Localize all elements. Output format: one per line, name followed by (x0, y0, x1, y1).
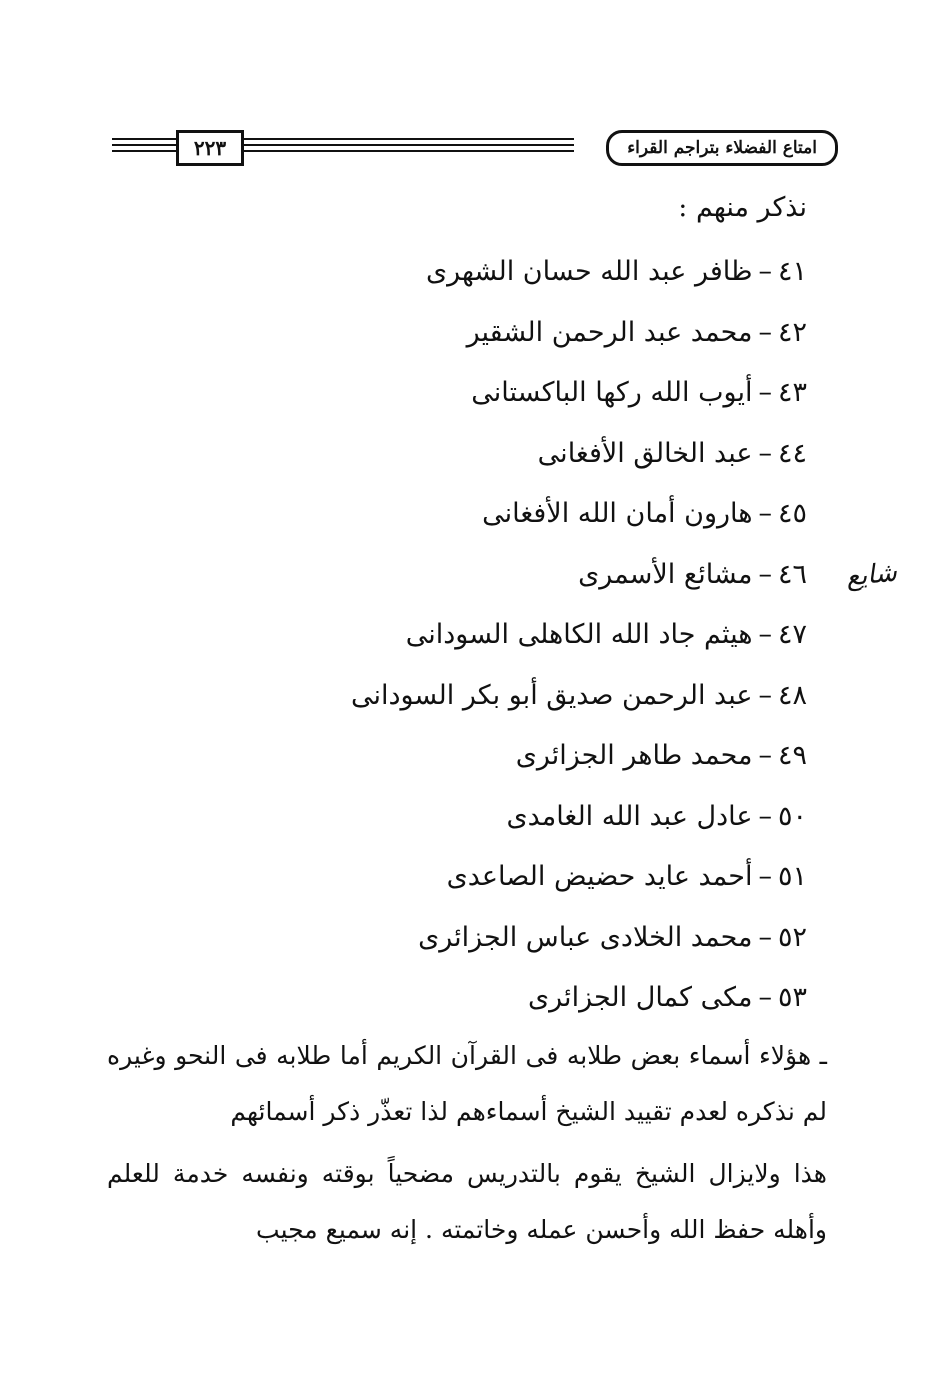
item-number: ٤٥ (777, 498, 807, 529)
item-number: ٤٧ (777, 619, 807, 650)
list-item: ٤٥–هارون أمان الله الأفغانى (351, 492, 807, 553)
page-number: ٢٢٣ (176, 130, 244, 166)
item-number: ٤١ (777, 256, 807, 287)
item-name: عادل عبد الله الغامدى (506, 800, 753, 832)
item-number: ٤٨ (777, 679, 807, 711)
page-header (112, 126, 838, 166)
item-name: ظافر عبد الله حسان الشهرى (425, 256, 753, 287)
header-rule-mid (244, 138, 574, 140)
paragraph-students-note: ـ هؤلاء أسماء بعض طلابه فى القرآن الكريم أما طلابه فى النحو وغيره لم نذكره لعدم تقييد الشيخ أسماءهم لذا تعذّر ذكر أسمائهم (107, 1041, 827, 1126)
item-name: مكى كمال الجزائرى (528, 982, 753, 1013)
item-name: هيثم جاد الله الكاهلى السودانى (405, 619, 753, 650)
intro-text: نذكر منهم : (678, 192, 807, 223)
list-item: ٤٧–هيثم جاد الله الكاهلى السودانى (351, 613, 807, 674)
item-name: هارون أمان الله الأفغانى (482, 498, 753, 529)
list-item: ٤٢–محمد عبد الرحمن الشقير (351, 311, 807, 372)
list-item: ٤٩–محمد طاهر الجزائرى (351, 734, 807, 795)
header-rule-left-2 (112, 144, 176, 146)
item-number: ٤٤ (777, 437, 807, 469)
header-rule-mid-2 (244, 144, 574, 146)
list-item: ٤٤–عبد الخالق الأفغانى (351, 432, 807, 493)
item-name: مشائع الأسمرى (578, 558, 753, 590)
item-number: ٤٢ (777, 316, 807, 348)
student-list (351, 250, 807, 1037)
item-name: محمد عبد الرحمن الشقير (466, 316, 753, 348)
list-item: ٤١–ظافر عبد الله حسان الشهرى (351, 250, 807, 311)
item-number: ٤٩ (777, 740, 807, 771)
item-name: أيوب الله ركها الباكستانى (471, 377, 753, 408)
item-number: ٤٦ (777, 558, 807, 590)
header-rule-mid-3 (244, 150, 574, 152)
item-name: عبد الخالق الأفغانى (537, 437, 753, 469)
item-name: محمد طاهر الجزائرى (515, 740, 753, 771)
handwritten-margin-note: شايع (844, 557, 899, 593)
list-item: ٥٢–محمد الخلادى عباس الجزائرى (351, 916, 807, 977)
item-number: ٥٢ (777, 921, 807, 953)
paragraph-closing: هذا ولايزال الشيخ يقوم بالتدريس مضحياً بوقته ونفسه خدمة للعلم وأهله حفظ الله وأحسن عمله وخاتمته . إنه سميع مجيب (107, 1159, 827, 1244)
header-rule-left (112, 138, 176, 140)
book-title: امتاع الفضلاء بتراجم القراء (606, 130, 838, 166)
item-name: أحمد عايد حضيض الصاعدى (446, 861, 753, 892)
list-item: ٥٣–مكى كمال الجزائرى (351, 976, 807, 1037)
list-item: ٤٣–أيوب الله ركها الباكستانى (351, 371, 807, 432)
item-number: ٥١ (777, 861, 807, 892)
list-item: ٥١–أحمد عايد حضيض الصاعدى (351, 855, 807, 916)
item-name: عبد الرحمن صديق أبو بكر السودانى (350, 679, 753, 711)
list-item: ٥٠–عادل عبد الله الغامدى (351, 795, 807, 856)
item-number: ٤٣ (777, 377, 807, 408)
list-item: ٤٦–مشائع الأسمرى (351, 553, 807, 614)
header-rule-left-3 (112, 150, 176, 152)
item-number: ٥٣ (777, 982, 807, 1013)
list-item: ٤٨–عبد الرحمن صديق أبو بكر السودانى (351, 674, 807, 735)
item-name: محمد الخلادى عباس الجزائرى (418, 921, 753, 953)
item-number: ٥٠ (777, 800, 807, 832)
